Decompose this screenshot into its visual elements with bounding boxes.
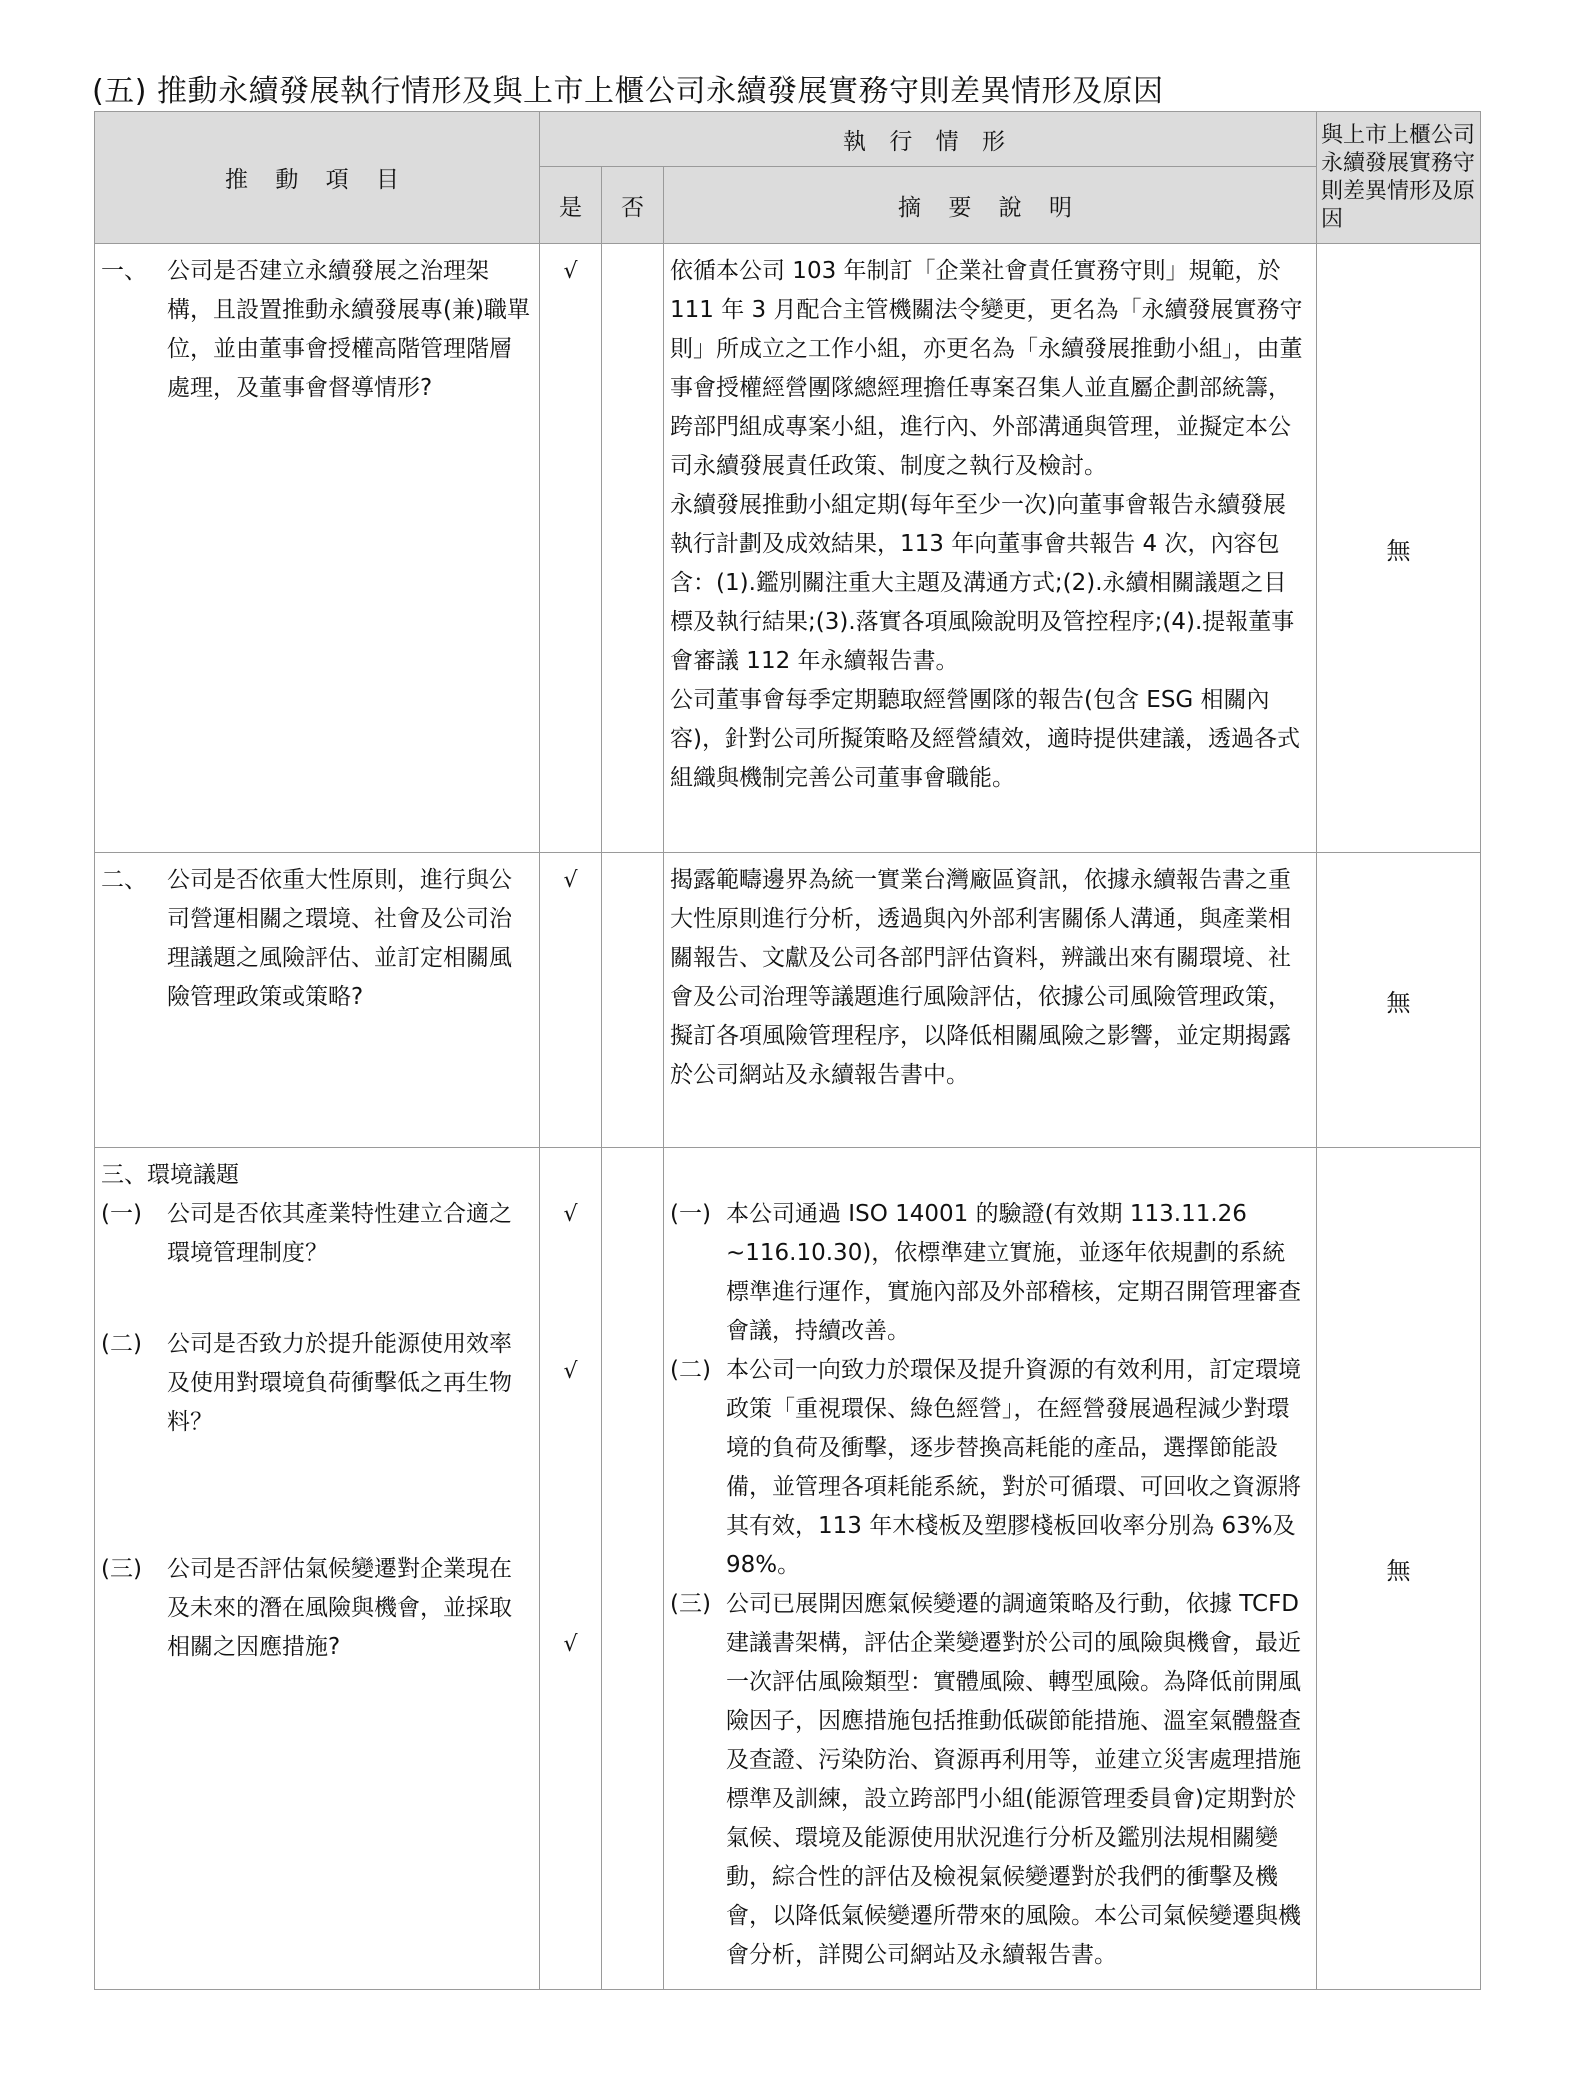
header-no: 否 — [602, 167, 664, 244]
item-number: (三) — [101, 1556, 142, 1582]
summary-number: (二) — [670, 1357, 711, 1383]
summary-paragraph: 依循本公司 103 年制訂「企業社會責任實務守則」規範，於 111 年 3 月配合主管機關法令變更，更名為「永續發展實務守則」所成立之工作小組，亦更名為「永續發展推動小組」，由董事會授權經營團隊總經理擔任專案召集人並直屬企劃部統籌，跨部門組成專案小組，進行內、外部溝通與管理，並擬定本公司永續發展責任政策、制度之執行及檢討。 — [670, 258, 1303, 479]
header-row-1 — [95, 112, 1481, 167]
table-row — [95, 1148, 1481, 1990]
item-cell — [95, 244, 540, 853]
item-number: (一) — [101, 1201, 142, 1227]
summary-number: (一) — [670, 1201, 711, 1227]
summary-number: (三) — [670, 1591, 711, 1617]
item-text: 公司是否評估氣候變遷對企業現在及未來的潛在風險與機會，並採取相關之因應措施? — [167, 1556, 512, 1660]
item-number: (二) — [101, 1331, 142, 1357]
section-heading: 三、環境議題 — [101, 1162, 239, 1188]
yes-check: √ — [563, 1202, 578, 1227]
item-cell — [95, 853, 540, 1148]
table-row — [95, 853, 1481, 1148]
header-difference: 與上市上櫃公司永續發展實務守則差異情形及原因 — [1317, 112, 1481, 244]
table-row — [95, 244, 1481, 853]
difference-cell: 無 — [1317, 244, 1481, 853]
summary-cell — [664, 1148, 1317, 1990]
item-text: 公司是否依重大性原則，進行與公司營運相關之環境、社會及公司治理議題之風險評估、並訂定相關風險管理政策或策略? — [167, 867, 512, 1010]
yes-check: √ — [563, 1359, 578, 1384]
item-number: 二、 — [101, 867, 147, 893]
item-cell — [95, 1148, 540, 1990]
yes-check: √ — [540, 244, 602, 853]
page-title: (五) 推動永續發展執行情形及與上市上櫃公司永續發展實務守則差異情形及原因 — [92, 74, 1164, 109]
summary-paragraph: 公司董事會每季定期聽取經營團隊的報告(包含 ESG 相關內容)，針對公司所擬策略及經營績效，適時提供建議，透過各式組織與機制完善公司董事會職能。 — [670, 687, 1300, 791]
header-item: 推 動 項 目 — [95, 112, 540, 244]
summary-text: 本公司一向致力於環保及提升資源的有效利用，訂定環境政策「重視環保、綠色經營」，在經營發展過程減少對環境的負荷及衝擊，逐步替換高耗能的產品，選擇節能設備，並管理各項耗能系統，對於可循環、可回收之資源將其有效，113 年木棧板及塑膠棧板回收率分別為 63%及 98%。 — [726, 1357, 1301, 1578]
summary-cell — [664, 244, 1317, 853]
no-cell — [602, 853, 664, 1148]
item-text: 公司是否致力於提升能源使用效率及使用對環境負荷衝擊低之再生物料？ — [167, 1331, 512, 1435]
summary-text: 公司已展開因應氣候變遷的調適策略及行動，依據 TCFD 建議書架構，評估企業變遷對於公司的風險與機會，最近一次評估風險類型：實體風險、轉型風險。為降低前開風險因子，因應措施包括推動低碳節能措施、溫室氣體盤查及查證、污染防治、資源再利用等，並建立災害處理措施標準及訓練，設立跨部門小組(能源管理委員會)定期對於氣候、環境及能源使用狀況進行分析及鑑別法規相關變動，綜合性的評估及檢視氣候變遷對於我們的衝擊及機會，以降低氣候變遷所帶來的風險。本公司氣候變遷與機會分析，詳閱公司網站及永續報告書。 — [726, 1591, 1301, 1968]
summary-paragraph: 永續發展推動小組定期(每年至少一次)向董事會報告永續發展執行計劃及成效結果，113 年向董事會共報告 4 次，內容包含：(1).鑑別關注重大主題及溝通方式;(2).永續相關議題之目標及執行結果;(3).落實各項風險說明及管控程序;(4).提報董事會審議 112 年永續報告書。 — [670, 492, 1295, 674]
header-execution: 執 行 情 形 — [540, 112, 1317, 167]
no-cell — [602, 1148, 664, 1990]
item-text: 公司是否依其產業特性建立合適之環境管理制度？ — [167, 1201, 512, 1266]
item-text: 公司是否建立永續發展之治理架構，且設置推動永續發展專(兼)職單位，並由董事會授權高階管理階層處理，及董事會督導情形? — [167, 258, 530, 401]
no-cell — [602, 244, 664, 853]
header-summary: 摘 要 說 明 — [664, 167, 1317, 244]
yes-check: √ — [540, 853, 602, 1148]
difference-cell: 無 — [1317, 1148, 1481, 1990]
summary-text: 本公司通過 ISO 14001 的驗證(有效期 113.11.26 ~116.10.30)，依標準建立實施，並逐年依規劃的系統標準進行運作，實施內部及外部稽核，定期召開管理審查會議，持續改善。 — [726, 1201, 1301, 1344]
header-yes: 是 — [540, 167, 602, 244]
yes-check: √ — [563, 1632, 578, 1657]
summary-cell: 揭露範疇邊界為統一實業台灣廠區資訊，依據永續報告書之重大性原則進行分析，透過與內外部利害關係人溝通，與產業相關報告、文獻及公司各部門評估資料，辨識出來有關環境、社會及公司治理等議題進行風險評估，依據公司風險管理政策，擬訂各項風險管理程序，以降低相關風險之影響，並定期揭露於公司網站及永續報告書中。 — [664, 853, 1317, 1148]
sustainability-table — [94, 111, 1481, 1990]
difference-cell: 無 — [1317, 853, 1481, 1148]
yes-check-column — [540, 1148, 602, 1990]
item-number: 一、 — [101, 258, 147, 284]
